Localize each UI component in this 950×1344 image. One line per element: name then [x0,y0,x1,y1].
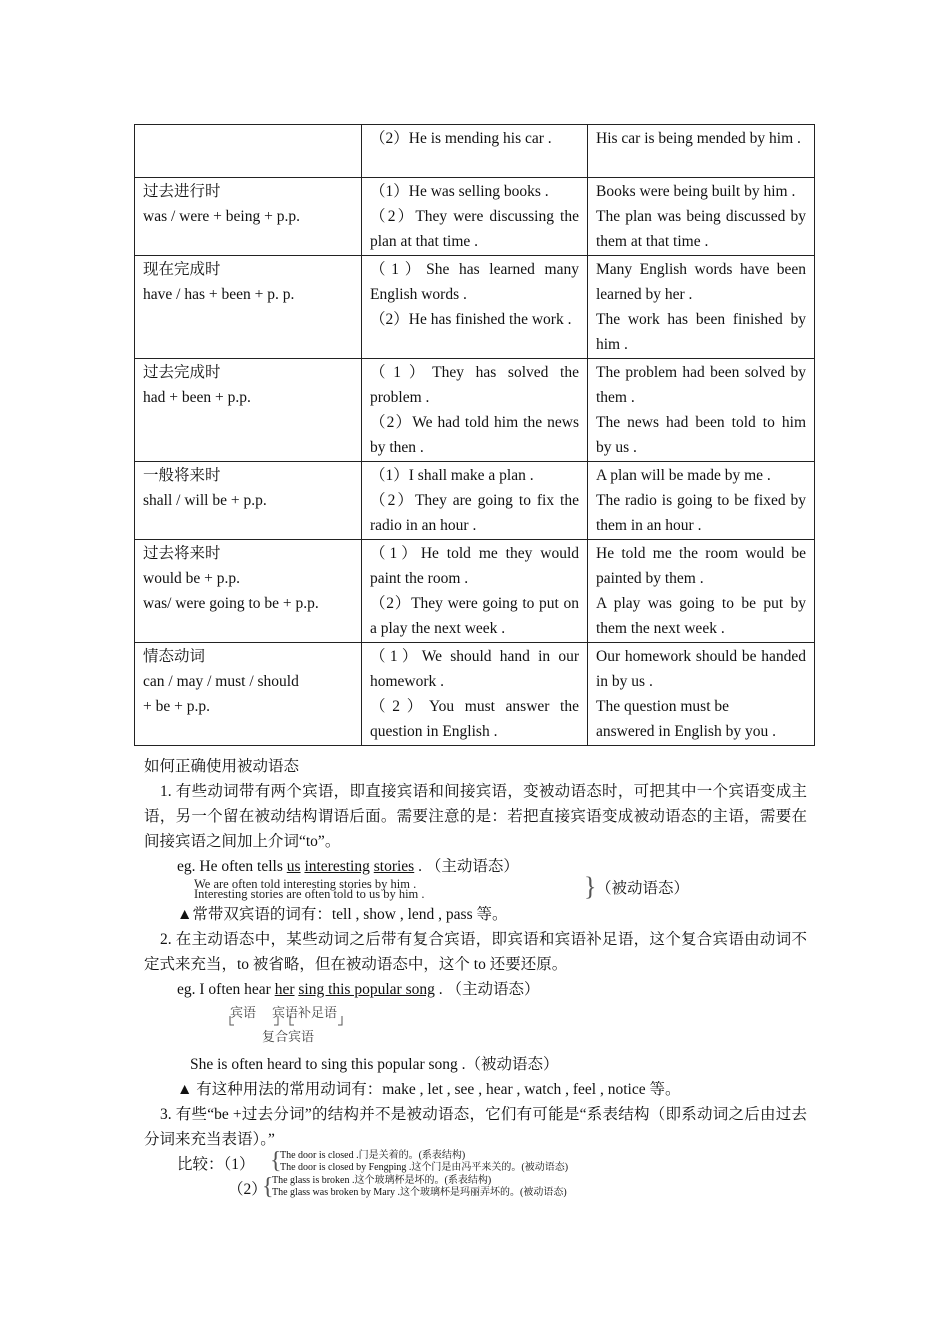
tense-line: had + been + p.p. [143,389,251,406]
table-body [135,125,815,746]
compare-1b: The door is closed by Fengping .这个门是由冯平来关的。(被动语态) [280,1162,569,1173]
compare-2-label: （2） [228,1181,267,1198]
active-voice-line: （2）They are going to fix the radio in an hour . [370,492,579,534]
active-voice-cell [362,178,588,256]
example-1-passive-a: We are often told interesting stories by him . [194,877,417,891]
active-voice-cell [362,643,588,746]
passive-voice-line: The problem had been solved by them . [596,364,806,406]
rule-3-paragraph: 3. 有些“be +过去分词”的结构并不是被动语态，它们有可能是“系表结构（即系动词之后由过去分词来充当表语）。” [144,1106,807,1148]
passive-voice-line: Our homework should be handed in by us . [596,648,806,690]
compare-1a: The door is closed .门是关着的。(系表结构) [280,1150,466,1161]
tense-line: 过去将来时 [143,545,221,562]
active-voice-line: （2）They were discussing the plan at that time . [370,208,579,250]
table-row [135,462,815,540]
tense-line: shall / will be + p.p. [143,492,267,509]
example-1-passive-label: （被动语态） [596,880,690,897]
example-2-bracket-marks [226,1014,356,1028]
tense-line: was/ were going to be + p.p. [143,595,319,612]
passive-voice-line: The question must be [596,698,730,715]
passive-voice-table [134,124,815,746]
example-1-modifier: interesting [304,858,370,875]
passive-voice-line: He told me the room would be painted by them . [596,545,806,587]
tense-line: 情态动词 [143,648,206,665]
compare-2b: The glass was broken by Mary .这个玻璃杯是玛丽弄坏的。(被动语态) [272,1187,567,1198]
active-voice-line: （1）We should hand in our homework . [370,648,579,690]
tense-cell [135,178,362,256]
tense-line [143,151,353,176]
passive-voice-cell [588,125,815,178]
tense-line: 一般将来时 [143,467,221,484]
active-voice-line: （2）He has finished the work . [370,311,572,328]
tense-line: 现在完成时 [143,261,221,278]
tense-cell [135,359,362,462]
compare-label: 比较：（1） [177,1156,255,1173]
active-voice-cell [362,256,588,359]
compare-2-brace: { [262,1174,274,1200]
active-voice-line: （2）We had told him the news by then . [370,414,579,456]
passive-voice-line: answered in English by you . [596,723,776,740]
passive-voice-cell [588,256,815,359]
example-2-complement-label: 宾语补足语 [272,1005,338,1020]
example-1-direct-object: stories [373,858,415,875]
passive-voice-line: The radio is going to be fixed by them in an hour . [596,492,806,534]
active-voice-line: （1）They has solved the problem . [370,364,579,406]
active-voice-cell [362,540,588,643]
tense-cell [135,462,362,540]
example-1-passive-b: Interesting stories are often told to us by him . [194,887,425,901]
tense-cell [135,643,362,746]
example-2-complement: sing this popular song [298,981,435,998]
compare-2a: The glass is broken .这个玻璃杯是坏的。(系表结构) [272,1175,492,1186]
example-1-suffix: . （主动语态） [414,858,519,875]
example-2-active [177,977,540,1002]
example-1-brace: } [584,872,597,901]
tense-line [143,126,353,151]
active-voice-cell [362,462,588,540]
passive-voice-line: A plan will be made by me . [596,467,771,484]
table-row [135,540,815,643]
passive-voice-line: A play was going to be put by them the next week . [596,595,806,637]
active-voice-line: （2）He is mending his car . [370,130,552,147]
passive-voice-cell [588,359,815,462]
active-voice-line: （1）She has learned many English words . [370,261,579,303]
table-row [135,359,815,462]
tense-line: 过去进行时 [143,183,221,200]
passive-voice-cell [588,462,815,540]
active-voice-line: （1）I shall make a plan . [370,467,534,484]
tense-cell [135,125,362,178]
rule-2-paragraph: 2. 在主动语态中，某些动词之后带有复合宾语，即宾语和宾语补足语，这个复合宾语由动词不定式来充当，to 被省略，但在被动语态中，这个 to 还要还原。 [144,931,807,973]
example-1-prefix: eg. He often tells [177,858,287,875]
active-voice-line: （2）They were going to put on a play the next week . [370,595,579,637]
note-1: ▲常带双宾语的词有：tell , show , lend , pass 等。 [177,906,508,923]
example-2-compound-label: 复合宾语 [262,1029,315,1044]
example-2-passive: She is often heard to sing this popular song .（被动语态） [190,1056,559,1073]
example-1-indirect-object: us [286,858,301,875]
note-2: ▲ 有这种用法的常用动词有：make , let , see , hear , watch , feel , notice 等。 [177,1081,681,1098]
example-2-object-label: 宾语 [230,1005,257,1020]
example-2-prefix: eg. I often hear [177,981,275,998]
table-row [135,178,815,256]
passive-voice-line: The work has been finished by him . [596,311,806,353]
example-2-suffix: . （主动语态） [434,981,540,998]
passive-voice-cell [588,540,815,643]
example-2-object: her [274,981,295,998]
passive-voice-line: His car is being mended by him . [596,130,801,147]
passive-voice-cell [588,643,815,746]
tense-cell [135,540,362,643]
active-voice-cell [362,125,588,178]
active-voice-cell [362,359,588,462]
table-row [135,256,815,359]
tense-cell [135,256,362,359]
table-row [135,125,815,178]
compare-1-brace: { [270,1148,282,1174]
active-voice-line: （1）He was selling books . [370,183,549,200]
table-row [135,643,815,746]
passive-voice-line: Many English words have been learned by her . [596,261,806,303]
passive-voice-cell [588,178,815,256]
tense-line: was / were + being + p.p. [143,208,300,225]
tense-line: would be + p.p. [143,570,240,587]
tense-line: can / may / must / should [143,673,299,690]
passive-voice-line: The news had been told to him by us . [596,414,806,456]
tense-line: + be + p.p. [143,698,210,715]
section-heading: 如何正确使用被动语态 [144,758,300,775]
active-voice-line: （1）He told me they would paint the room . [370,545,579,587]
passive-voice-line: Books were being built by him . [596,183,796,200]
passive-voice-line: The plan was being discussed by them at that time . [596,208,806,250]
example-1-active [177,854,519,879]
rule-1-paragraph: 1. 有些动词带有两个宾语，即直接宾语和间接宾语，变被动语态时，可把其中一个宾语变成主语，另一个留在被动结构谓语后面。需要注意的是：若把直接宾语变成被动语态的主语，需要在间接宾语之间加上介词“to”。 [144,783,807,850]
tense-line: have / has + been + p. p. [143,286,295,303]
active-voice-line: （2）You must answer the question in English . [370,698,579,740]
tense-line: 过去完成时 [143,364,221,381]
